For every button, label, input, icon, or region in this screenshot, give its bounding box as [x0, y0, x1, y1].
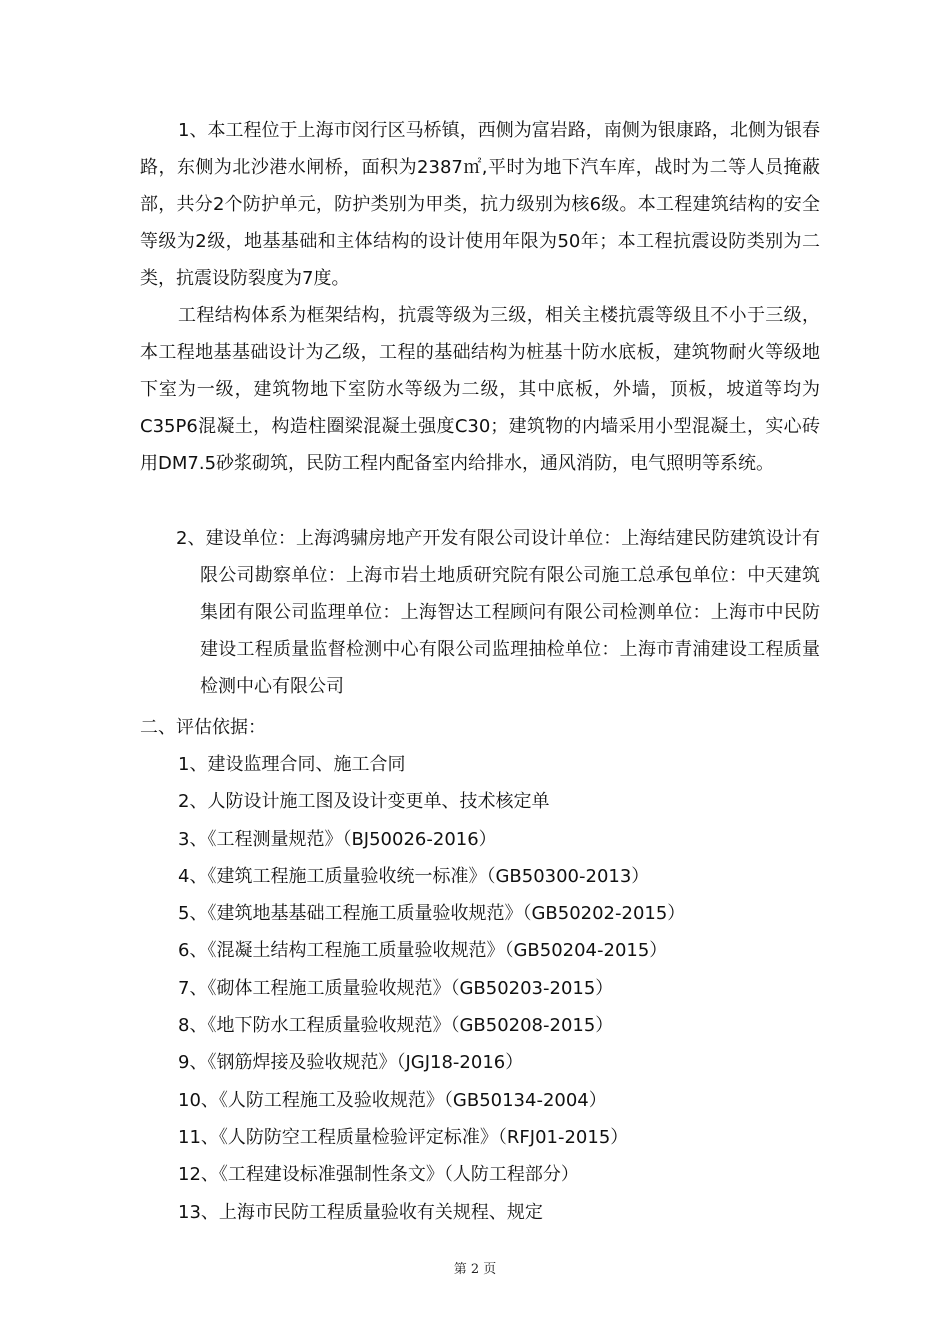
- units-paragraph: 2、建设单位：上海鸿骕房地产开发有限公司设计单位：上海结建民防建筑设计有限公司勘察单位：上海市岩土地质研究院有限公司施工总承包单位：中天建筑集团有限公司监理单位：上海智达工程顾问有限公司检测单位：上海市中民防建设工程质量监督检测中心有限公司监理抽检单位：上海市青浦建设工程质量检测中心有限公司: [176, 528, 820, 697]
- list-item: 5、《建筑地基基础工程施工质量验收规范》（GB50202-2015）: [178, 903, 686, 925]
- page-number-footer: 第 2 页: [453, 1262, 497, 1277]
- list-item: 1、建设监理合同、施工合同: [178, 754, 406, 775]
- list-item: 10、《人防工程施工及验收规范》（GB50134-2004）: [178, 1089, 607, 1111]
- project-overview-paragraph: 1、本工程位于上海市闵行区马桥镇，西侧为富岩路，南侧为银康路，北侧为银春路，东侧为北沙港水闸桥，面积为2387㎡,平时为地下汽车库，战时为二等人员掩蔽部，共分2个防护单元，防护类别为甲类，抗力级别为核6级。本工程建筑结构的安全等级为2级，地基基础和主体结构的设计使用年限为50年；本工程抗震设防类别为二类，抗震设防裂度为7度。: [140, 120, 820, 289]
- list-item: 12、《工程建设标准强制性条文》（人防工程部分）: [178, 1164, 579, 1186]
- structure-paragraph: 工程结构体系为框架结构，抗震等级为三级，相关主楼抗震等级且不小于三级，本工程地基基础设计为乙级，工程的基础结构为桩基十防水底板，建筑物耐火等级地下室为一级，建筑物地下室防水等级为二级，其中底板，外墙，顶板，坡道等均为C35P6混凝土，构造柱圈梁混凝土强度C30；建筑物的内墙采用小型混凝土，实心砖用DM7.5砂浆砌筑，民防工程内配备室内给排水，通风消防，电气照明等系统。: [140, 305, 820, 474]
- list-item: 7、《砌体工程施工质量验收规范》（GB50203-2015）: [178, 977, 614, 999]
- list-item: 9、《钢筋焊接及验收规范》（JGJ18-2016）: [178, 1052, 524, 1074]
- list-item: 8、《地下防水工程质量验收规范》（GB50208-2015）: [178, 1015, 614, 1037]
- list-item: 13、上海市民防工程质量验收有关规程、规定: [178, 1201, 543, 1223]
- list-item: 4、《建筑工程施工质量验收统一标准》（GB50300-2013）: [178, 865, 650, 887]
- list-item: 11、《人防防空工程质量检验评定标准》（RFJ01-2015）: [178, 1126, 629, 1148]
- basis-list: [178, 746, 685, 1231]
- section-heading-evaluation-basis: 二、评估依据：: [140, 717, 266, 738]
- list-item: 6、《混凝土结构工程施工质量验收规范》（GB50204-2015）: [178, 940, 668, 962]
- list-item: 2、人防设计施工图及设计变更单、技术核定单: [178, 791, 550, 813]
- list-item: 3、《工程测量规范》（BJ50026-2016）: [178, 828, 497, 850]
